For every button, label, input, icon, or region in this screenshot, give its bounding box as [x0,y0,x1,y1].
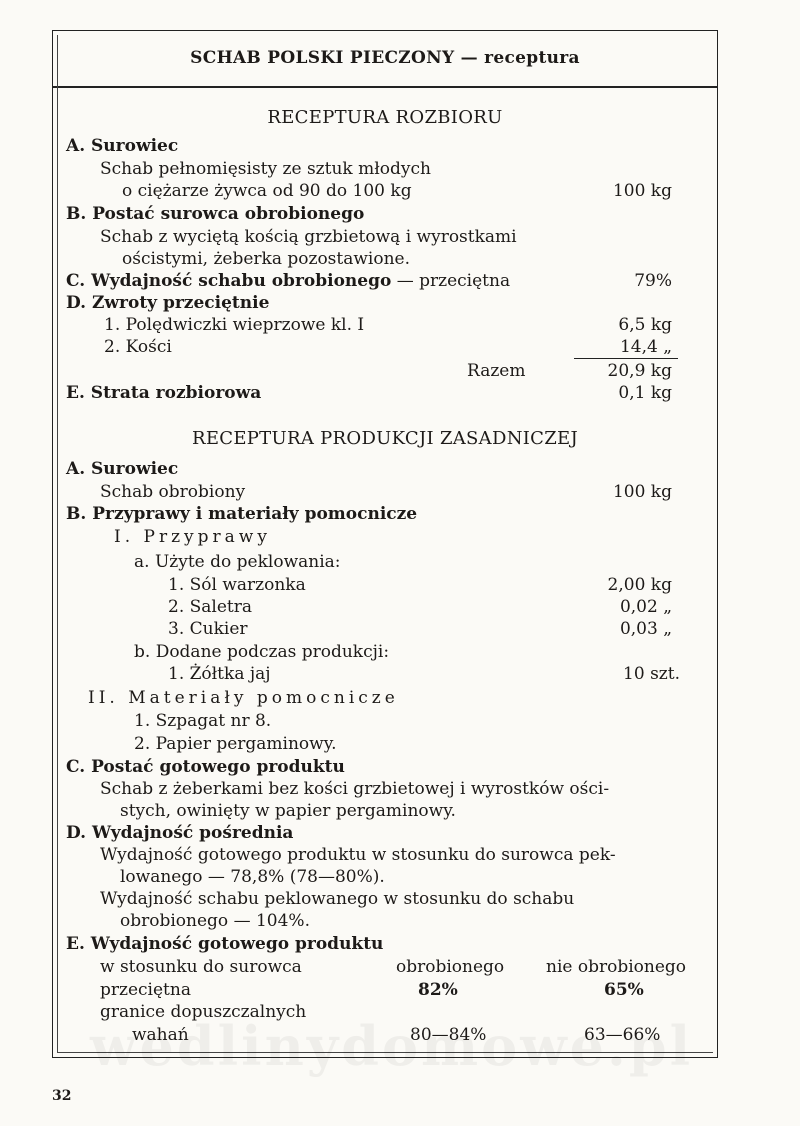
prod-c-line1: Schab z żeberkami bez kości grzbietowej i wyrostków ości- [100,779,610,799]
yield-limits-label-2: wahań [132,1025,189,1045]
prod-d-line1: Wydajność gotowego produktu w stosunku do surowca pek- [100,845,616,865]
cutting-a-qty: 100 kg [612,181,672,201]
cutting-d-item1-qty: 6,5 kg [618,315,672,335]
cutting-b-line1: Schab z wyciętą kością grzbietową i wyrostkami [100,227,517,247]
cutting-d-item1: 1. Polędwiczki wieprzowe kl. I [104,315,365,335]
prod-a-qty: 100 kg [612,482,672,502]
prod-b-label: B. Przyprawy i materiały pomocnicze [66,504,418,524]
yield-col2-header: nie obrobionego [546,957,687,977]
page-number: 32 [52,1088,72,1104]
cutting-d-item2-qty: 14,4 „ [619,337,672,357]
prod-c-line2: stych, owinięty w papier pergaminowy. [120,801,456,821]
watermark [90,1014,693,1078]
curing-heading: a. Użyte do peklowania: [134,552,341,572]
material-item: 2. Papier pergaminowy. [134,734,337,754]
curing-item-name: 1. Sól warzonka [168,575,306,595]
curing-item-name: 3. Cukier [168,619,248,639]
prod-d-line3: Wydajność schabu peklowanego w stosunku do schabu [100,889,575,909]
cutting-a-label: A. Surowiec [66,136,179,156]
prod-a-item: Schab obrobiony [100,482,246,502]
prod-e-ratio: w stosunku do surowca [100,957,302,977]
cutting-e-qty: 0,1 kg [618,383,672,403]
added-item: 1. Żółtka jaj [168,664,271,684]
yield-limits-label: granice dopuszczalnych [100,1002,307,1022]
cutting-c-row [66,271,510,291]
cutting-c-value: 79% [634,271,672,291]
cutting-a-line1: Schab pełnomięsisty ze sztuk młodych [100,159,431,179]
cutting-total-label: Razem [467,361,526,381]
curing-item-qty: 0,03 „ [619,619,672,639]
cutting-total-qty: 20,9 kg [607,361,672,381]
prod-d-line2: lowanego — 78,8% (78—80%). [120,867,385,887]
added-qty: 10 szt. [623,664,680,684]
yield-avg-col2: 65% [604,980,644,1000]
cutting-a-line2: o ciężarze żywca od 90 do 100 kg [122,181,412,201]
cutting-d-label: D. Zwroty przeciętnie [66,293,270,313]
yield-limits-col2: 63—66% [584,1025,661,1045]
yield-col1-header: obrobionego [396,957,505,977]
material-item: 1. Szpagat nr 8. [134,711,272,731]
prod-a-label: A. Surowiec [66,459,179,479]
sum-rule [574,358,678,359]
prod-c-label: C. Postać gotowego produktu [66,757,345,777]
prod-d-label: D. Wydajność pośrednia [66,823,294,843]
curing-item-name: 2. Saletra [168,597,252,617]
yield-avg-label: przeciętna [100,980,191,1000]
prod-d-line4: obrobionego — 104%. [120,911,310,931]
curing-item-qty: 0,02 „ [619,597,672,617]
page-title: SCHAB POLSKI PIECZONY — receptura [190,48,580,68]
cutting-c-label: C. Wydajność schabu obrobionego [66,271,392,291]
cutting-b-line2: ościstymi, żeberka pozostawione. [122,249,411,269]
added-heading: b. Dodane podczas produkcji: [134,642,390,662]
cutting-b-label: B. Postać surowca obrobionego [66,204,365,224]
materials-heading: II. Materiały pomocnicze [88,688,399,708]
curing-item-qty: 2,00 kg [607,575,672,595]
cutting-c-suffix: — przeciętna [396,271,511,291]
yield-limits-col1: 80—84% [410,1025,487,1045]
prod-e-label: E. Wydajność gotowego produktu [66,934,384,954]
cutting-d-item2: 2. Kości [104,337,172,357]
yield-avg-col1: 82% [418,980,458,1000]
production-heading: RECEPTURA PRODUKCJI ZASADNICZEJ [191,428,579,449]
spices-heading: I. Przyprawy [114,527,271,547]
cutting-e-label: E. Strata rozbiorowa [66,383,262,403]
cutting-heading: RECEPTURA ROZBIORU [267,107,503,128]
